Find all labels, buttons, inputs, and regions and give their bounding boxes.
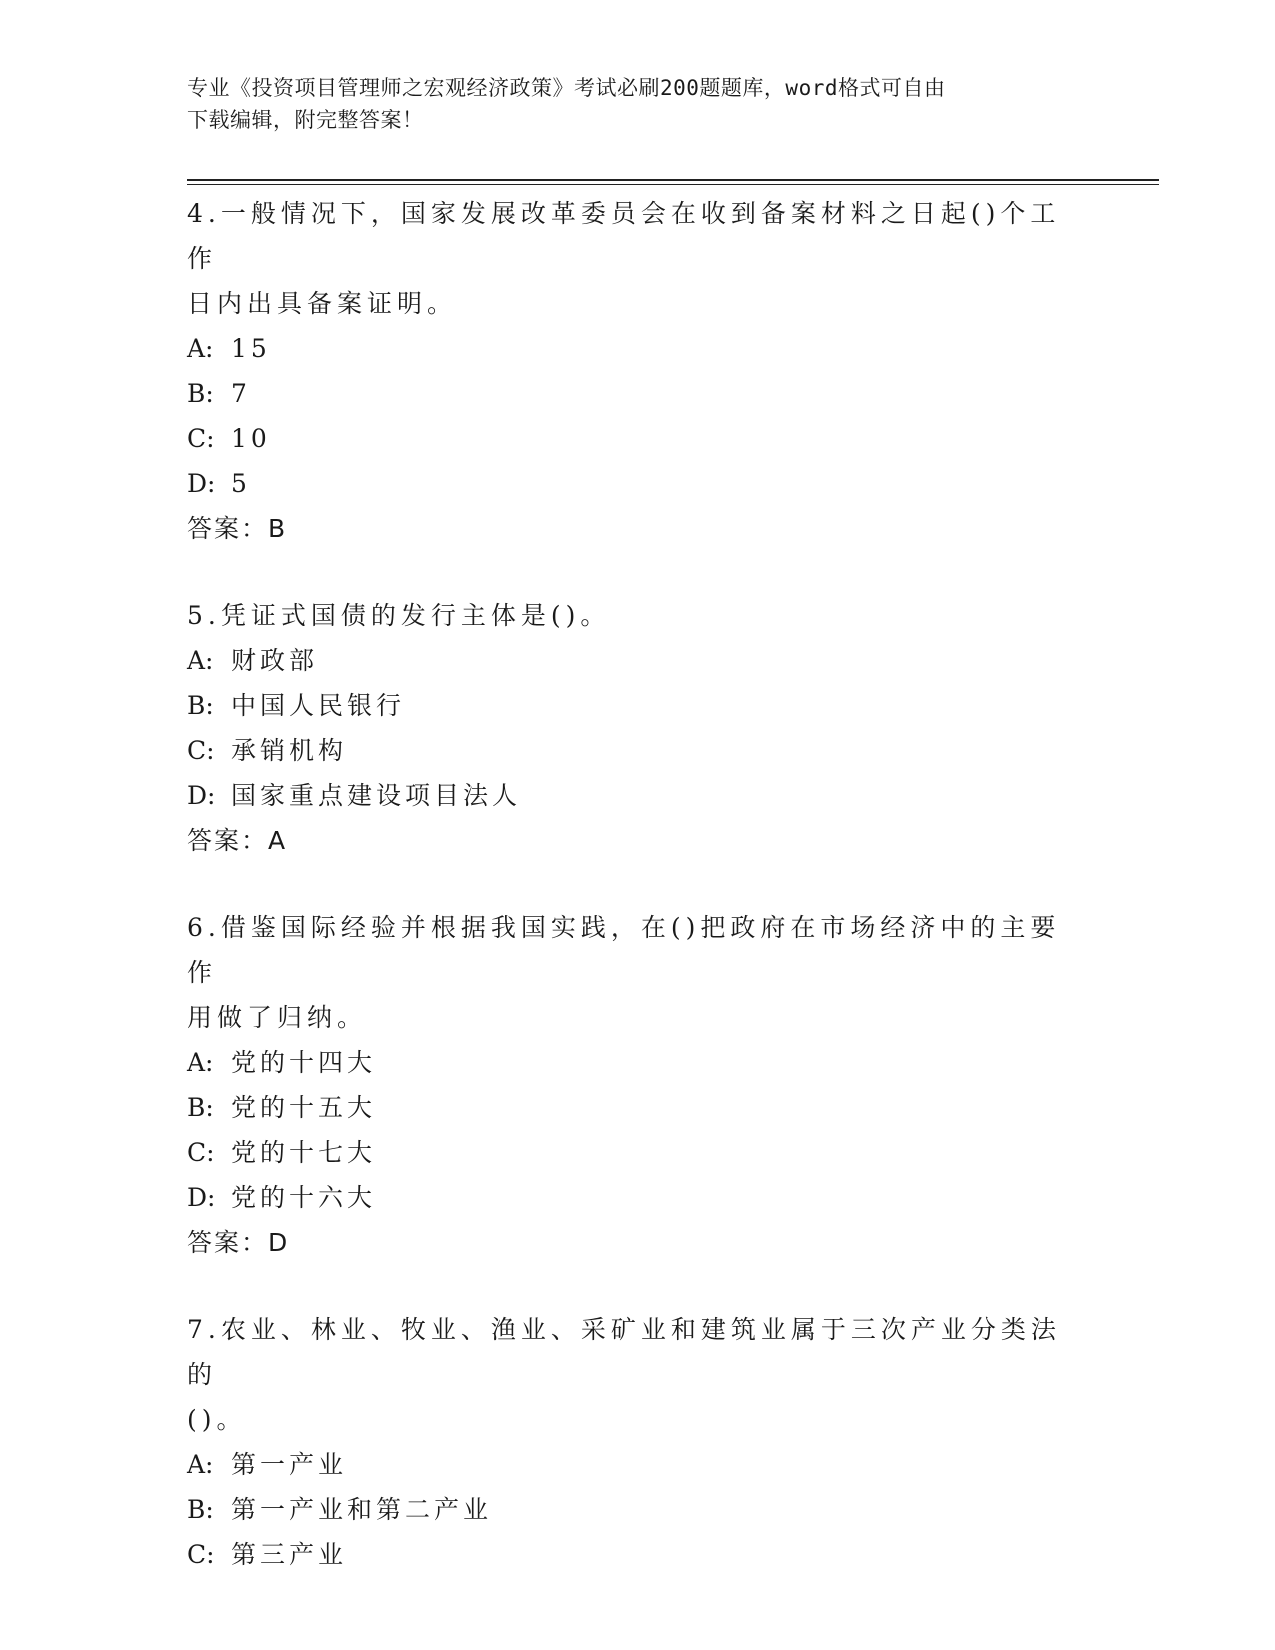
question-text-line: 日内出具备案证明。	[187, 289, 458, 318]
option-text: 7	[231, 379, 251, 408]
question-4	[187, 191, 1067, 551]
document-header	[187, 72, 1087, 136]
option-c	[187, 1130, 1067, 1175]
option-key: A:	[187, 1048, 214, 1077]
option-a	[187, 326, 1067, 371]
option-c	[187, 1532, 1067, 1577]
option-text: 党的十五大	[231, 1093, 377, 1122]
option-key: B:	[187, 1495, 214, 1524]
option-text: 国家重点建设项目法人	[231, 781, 522, 810]
option-key: D:	[187, 1183, 216, 1212]
option-text: 承销机构	[231, 736, 348, 765]
option-text: 财政部	[231, 646, 319, 675]
option-a	[187, 638, 1067, 683]
option-key: A:	[187, 1450, 214, 1479]
option-d	[187, 1175, 1067, 1220]
option-a	[187, 1442, 1067, 1487]
question-text-line: 用做了归纳。	[187, 1003, 368, 1032]
option-key: C:	[187, 424, 215, 453]
option-key: B:	[187, 1093, 214, 1122]
option-key: C:	[187, 1138, 215, 1167]
option-key: D:	[187, 781, 216, 810]
question-5	[187, 593, 1067, 863]
header-divider-thin	[187, 184, 1159, 185]
question-text-line: 4.一般情况下，国家发展改革委员会在收到备案材料之日起()个工作	[187, 199, 1061, 273]
option-text: 第三产业	[231, 1540, 348, 1569]
option-key: A:	[187, 334, 214, 363]
option-key: C:	[187, 1540, 215, 1569]
option-text: 中国人民银行	[231, 691, 406, 720]
option-b	[187, 371, 1067, 416]
option-c	[187, 728, 1067, 773]
option-key: B:	[187, 379, 214, 408]
question-list	[187, 191, 1067, 1619]
answer-line: 答案：D	[187, 1228, 290, 1257]
option-key: C:	[187, 736, 215, 765]
option-text: 10	[231, 424, 271, 453]
answer-line: 答案：B	[187, 514, 288, 543]
option-c	[187, 416, 1067, 461]
header-line-1: 专业《投资项目管理师之宏观经济政策》考试必刷200题题库，word格式可自由	[187, 76, 946, 100]
question-text-line: 5.凭证式国债的发行主体是()。	[187, 601, 611, 630]
option-a	[187, 1040, 1067, 1085]
option-b	[187, 1487, 1067, 1532]
option-d	[187, 461, 1067, 506]
option-d	[187, 773, 1067, 818]
question-7	[187, 1307, 1067, 1577]
option-key: B:	[187, 691, 214, 720]
question-text-line: 7.农业、林业、牧业、渔业、采矿业和建筑业属于三次产业分类法的	[187, 1315, 1061, 1389]
question-6	[187, 905, 1067, 1265]
answer-line: 答案：A	[187, 826, 288, 855]
option-text: 党的十四大	[231, 1048, 377, 1077]
option-key: D:	[187, 469, 216, 498]
question-text-line: 6.借鉴国际经验并根据我国实践，在()把政府在市场经济中的主要作	[187, 913, 1061, 987]
option-text: 5	[231, 469, 251, 498]
question-text-line: ()。	[187, 1405, 247, 1434]
option-text: 15	[231, 334, 271, 363]
option-text: 第一产业和第二产业	[231, 1495, 493, 1524]
option-b	[187, 683, 1067, 728]
option-text: 党的十七大	[231, 1138, 377, 1167]
option-b	[187, 1085, 1067, 1130]
header-line-2: 下载编辑，附完整答案！	[187, 108, 424, 132]
header-divider-thick	[187, 179, 1159, 181]
option-key: A:	[187, 646, 214, 675]
option-text: 党的十六大	[231, 1183, 377, 1212]
option-text: 第一产业	[231, 1450, 348, 1479]
